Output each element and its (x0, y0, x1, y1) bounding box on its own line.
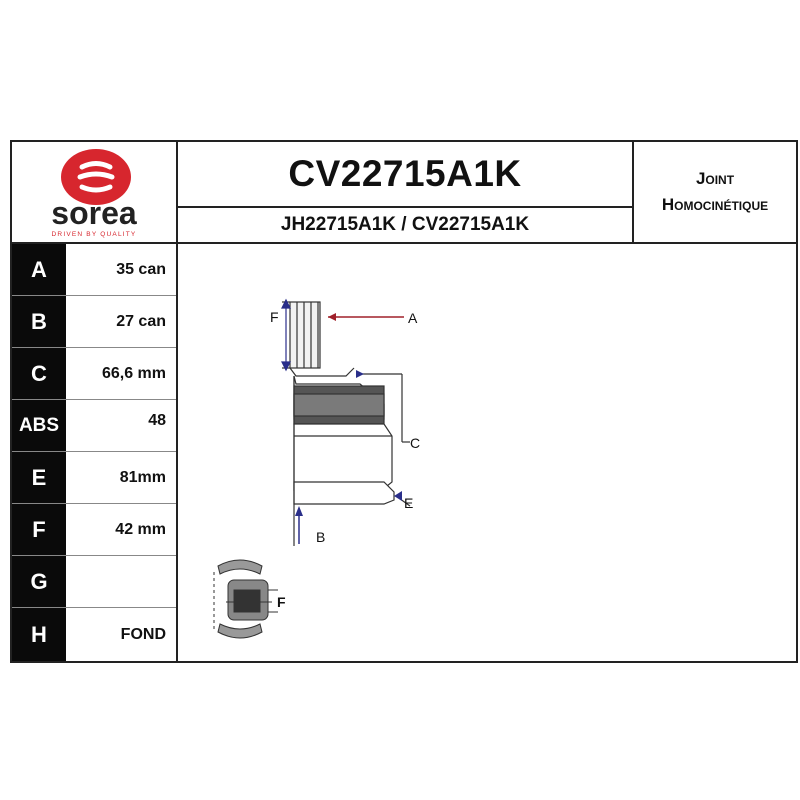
label-c: C (410, 435, 421, 451)
part-type (634, 142, 796, 244)
splined-shaft (290, 302, 354, 376)
spec-value: FOND (120, 625, 166, 643)
part-number: CV22715A1K (178, 142, 632, 208)
spec-row-g (12, 556, 176, 608)
spec-key: E (12, 452, 66, 503)
spec-row-e (12, 452, 176, 504)
label-a: A (408, 310, 418, 326)
sorea-logo-icon (12, 142, 176, 242)
title-block (178, 142, 634, 244)
label-inset-f: F (277, 594, 286, 610)
cross-section-inset (214, 560, 278, 638)
cv-joint-diagram (178, 244, 796, 661)
spec-value: 35 can (116, 260, 166, 278)
spec-table (12, 244, 178, 661)
arrow-a (328, 313, 404, 321)
label-f: F (270, 309, 279, 325)
part-type-line2: Homocinétique (661, 195, 769, 214)
brand-name: sorea (51, 195, 137, 231)
joint-housing (294, 376, 394, 546)
spec-key: C (12, 348, 66, 399)
spec-key: A (12, 244, 66, 295)
spec-key: ABS (12, 400, 66, 451)
label-e: E (404, 495, 414, 511)
spec-key: B (12, 296, 66, 347)
label-b: B (316, 529, 326, 545)
spec-value: 48 (148, 412, 166, 429)
spec-key: F (12, 504, 66, 555)
spec-row-a (12, 244, 176, 296)
spec-value: 81mm (119, 468, 166, 486)
part-type-line1: Joint (695, 169, 735, 188)
dimension-b (295, 506, 303, 544)
spec-row-b (12, 296, 176, 348)
spec-row-c (12, 348, 176, 400)
spec-row-abs (12, 400, 176, 452)
spec-value (66, 556, 166, 607)
brand-logo (12, 142, 178, 244)
cross-references: JH22715A1K / CV22715A1K (280, 214, 530, 235)
spec-key: H (12, 608, 66, 661)
spec-row-f (12, 504, 176, 556)
spec-value: 27 can (116, 312, 166, 330)
dimension-f (282, 300, 290, 370)
spec-value: 66,6 mm (101, 364, 166, 382)
brand-tagline: DRIVEN BY QUALITY (51, 231, 137, 238)
spec-row-h (12, 608, 176, 661)
spec-value: 42 mm (115, 520, 166, 538)
spec-sheet (10, 140, 798, 663)
technical-drawing (178, 244, 796, 661)
spec-key: G (12, 556, 66, 607)
